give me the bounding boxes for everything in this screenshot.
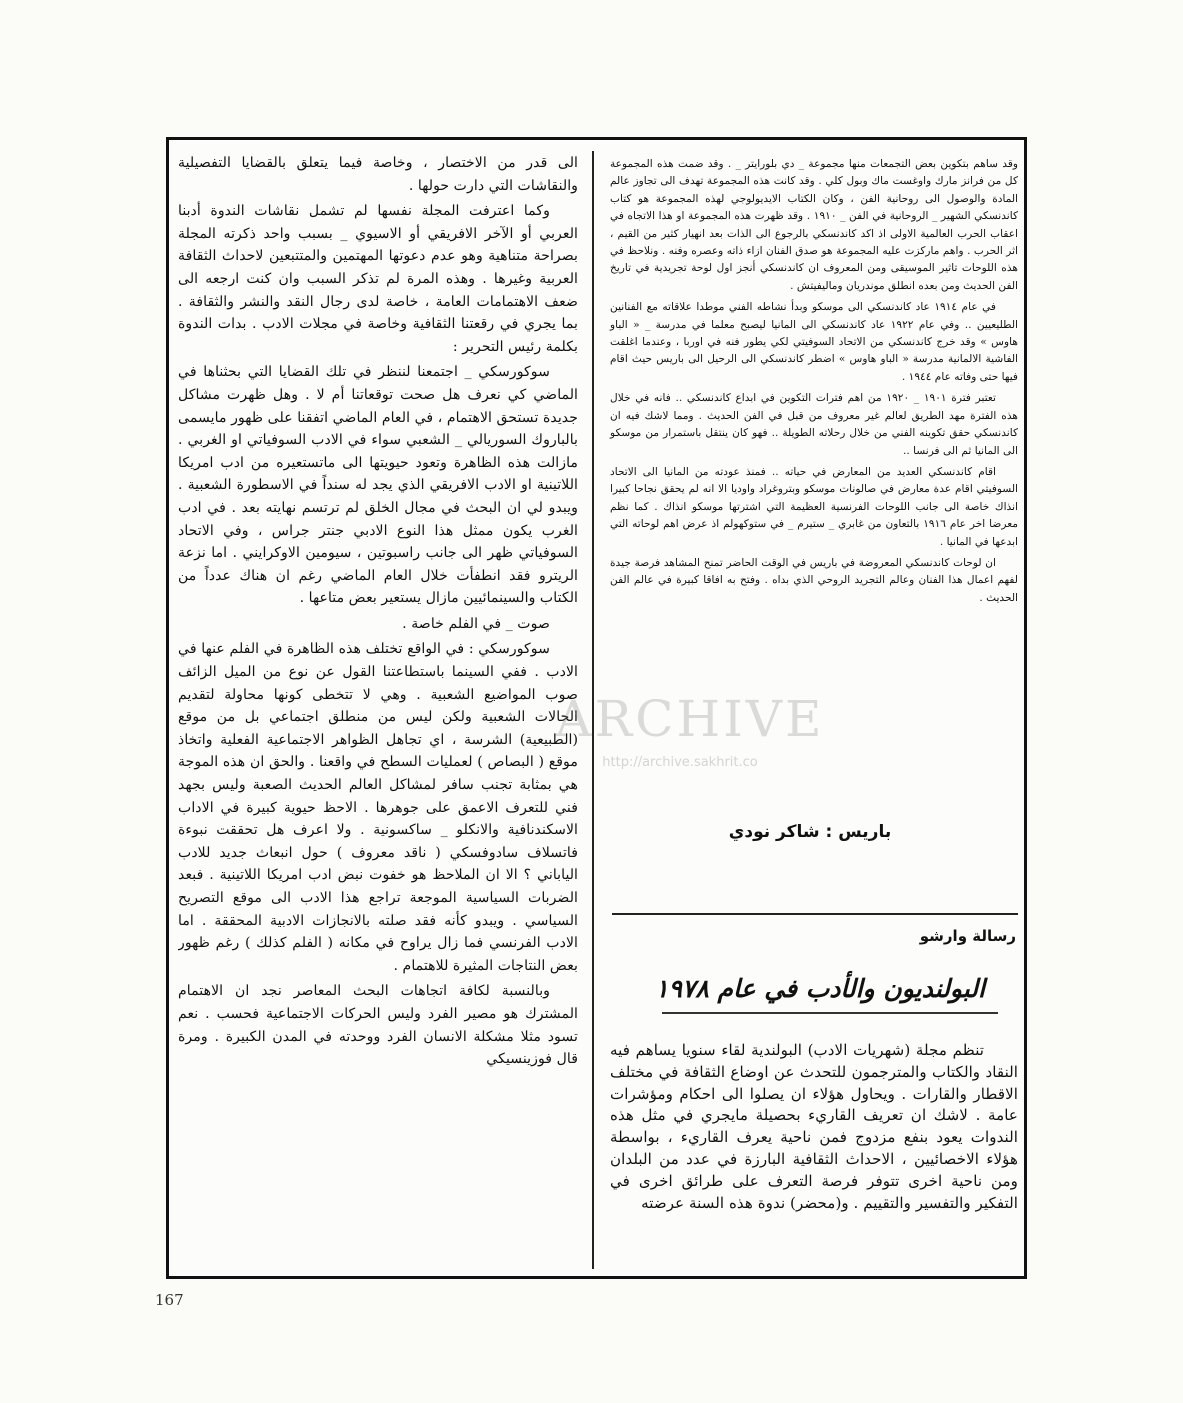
section-label: رسالة وارشو	[919, 927, 1016, 945]
article-paragraph: تنظم مجلة (شهريات الادب) البولندية لقاء سنويا يساهم فيه النقاد والكتاب والمترجمون للتحدث عن اوضاع الثقافة في مختلف الاقطار والقارات . ويحاول هؤلاء ان يصلوا الى احكام ومؤشرات عامة . لاشك ان تعريف القاريء بحصيلة مايجري في مثل هذه الندوات يعود بنفع مزدوج فمن ناحية يعرف القاريء ، بواسطة هؤلاء الاخصائيين ، الاحداث الثقافية البارزة في عدد من البلدان ومن ناحية اخرى تتوفر فرصة التعرف على طرائق اخرى في التفكير والتفسير والتقييم . و(محضر) ندوة هذه السنة عرضته	[610, 1041, 1018, 1212]
right-paragraph: اقام كاندنسكي العديد من المعارض في حياته .. فمنذ عودته من المانيا الى الاتحاد السوفيتي اقام عدة معارض في صالونات موسكو وبتروغراد واوديا الا انه لم يحقق نجاحا كبيرا انذاك خاصة الى جانب اللوحات الفرنسية العظيمة التي اشترتها موسكو انذاك . كما نظم معرضا اخر عام ١٩١٦ بالتعاون من غابري _ ستيرم _ في ستوكهولم اذ عرض اهم لوحاته التي ابدعها في المانيا .	[610, 465, 1019, 548]
page-number: 167	[155, 1291, 184, 1309]
right-paragraph: ان لوحات كاندنسكي المعروضة في باريس في الوقت الحاضر تمنح المشاهد فرصة جيدة لفهم اعمال هذا الفنان وعالم التجريد الروحي الذي بداه . وفتح به افاقا كبيرة في عالم الفن الحديث .	[610, 556, 1018, 604]
left-paragraph: سوكورسكي : في الواقع تختلف هذه الظاهرة في الفلم عنها في الادب . ففي السينما باستطاعتنا القول عن نوع من الميل الزائف صوب المواضيع الشعبية . وهي لا تتخطى كونها محاولة لتقديم الحالات الشعبية ولكن ليس من منطلق اجتماعي بل من موقع (الطبيعية) الشرسة ، اي تجاهل الظواهر الاجتماعية الفعلية واتخاذ موقع ( البصاص ) لعمليات السطح في واقعنا . والحق ان هذه الموجة هي بمثابة تجنب سافر لمشاكل العالم الحديث الصعبة وليس بجهد فني للتعرف الاعمق على جوهرها . الاحظ حيوية كبيرة في الاداب الاسكندنافية والانكلو _ ساكسونية . ولا اعرف هل تحققت نبوءة فاتسلاف سادوفسكي ( ناقد معروف ) حول انبعاث جديد للادب الياباني ؟ الا ان الملاحظ هو خفوت نبض ادب امريكا اللاتينية . فبعد الضربات السياسية الموجعة تراجع هذا الادب الى موقع التصريح السياسي . ويبدو كأنه فقد صلته بالانجازات الادبية المحققة . اما الادب الفرنسي فما زال يراوح في مكانه ( الفلم كذلك ) رغم ظهور بعض النتاجات المثيرة للاهتمام .	[178, 641, 578, 974]
watermark-url: http://archive.sakhrit.co	[602, 755, 758, 770]
right-paragraph: في عام ١٩١٤ عاد كاندنسكي الى موسكو وبدأ نشاطه الفني موطدا علاقاته مع الفنانين الطليعيين .. وفي عام ١٩٢٢ عاد كاندنسكي الى المانيا ليصبح معلما في مدرسة _ « الباو هاوس » وقد خرج كاندنسكي من الاتحاد السوفيتي لكي يطور فنه في اوربا ، وعندما اغلقت الفاشية الالمانية مدرسة « الباو هاوس » اضطر كاندنسكي الى الرحيل الى باريس حيث اقام فيها حتى وفاته عام ١٩٤٤ .	[610, 301, 1018, 383]
article-body	[610, 1040, 1018, 1272]
left-paragraph: وكما اعترفت المجلة نفسها لم تشمل نقاشات الندوة أدبنا العربي أو الآخر الافريقي أو الاسيوي _ بسبب واحد ذكرته المجلة بصراحة متناهية وهو عدم دعوتها المهتمين والمتتبعين لاحداث الثقافة العربية وغيرها . وهذه المرة لم تذكر السبب وان كنت ارجعه الى ضعف الاهتمامات العامة ، خاصة لدى رجال النقد والنشر والثقافة . بما يجري في رقعتنا الثقافية وخاصة في مجلات الادب . بدات الندوة بكلمة رئيس التحرير :	[178, 203, 578, 355]
left-paragraph: سوكورسكي _ اجتمعنا لننظر في تلك القضايا التي بحثناها في الماضي كي نعرف هل صحت توقعاتنا أم لا . وهل ظهرت مشاكل جديدة تستحق الاهتمام ، في العام الماضي اتفقنا على ظهور مايسمى بالباروك السوريالي _ الشعبي سواء في الادب السوفياتي او الغربي . مازالت هذه الظاهرة وتعود حيويتها الى ماتستعيره من ادب امريكا اللاتينية او الادب الافريقي الذي يجد له سنداً في الاسطورة الشعبية . ويبدو لي ان البحث في مجال الخلق لم ترتسم نهايته بعد . في ادب الغرب يكون ممثل هذا النوع الادبي جنتر جراس ، وفي الاتحاد السوفياتي ظهر الى جانب راسبوتين ، سيومين الاوكرايني . اما نزعة الريترو فقد انطفأت خلال العام الماضي رغم ان هناك عدداً من الكتاب والسينمائيين مازال يستعير بعض متاعها .	[178, 364, 578, 607]
right-paragraph: تعتبر فترة ١٩٠١ _ ١٩٢٠ من اهم فترات التكوين في ابداع كاندنسكي .. فانه في خلال هذه الفترة مهد الطريق لعالم غير معروف من قبل في الفن الحديث . ومما لاشك فيه ان كاندنسكي حقق تكوينه الفني من خلال رحلاته الطويلة .. فهو كان ينتقل باستمرار من موسكو الى المانيا ثم الى فرنسا ..	[610, 392, 1018, 457]
left-paragraph: الى قدر من الاختصار ، وخاصة فيما يتعلق بالقضايا التفصيلية والنقاشات التي دارت حولها .	[178, 155, 578, 194]
left-paragraph: وبالنسبة لكافة اتجاهات البحث المعاصر نجد ان الاهتمام المشترك هو مصير الفرد وليس الحركات الاجتماعية فحسب . نعم تسود مثلا مشكلة الانسان الفرد ووحدته في المدن الكبيرة . ومرة قال فوزينسيكي	[178, 983, 578, 1068]
left-paragraph: صوت _ في الفلم خاصة .	[402, 615, 550, 632]
right-column-top	[610, 156, 1018, 611]
headline-underline	[662, 1012, 998, 1014]
watermark: ARCHIVE	[555, 690, 825, 748]
left-column	[178, 152, 578, 1274]
column-divider	[592, 151, 594, 1269]
section-divider	[612, 913, 1018, 915]
author-signature: باريس : شاكر نودي	[728, 822, 892, 842]
right-paragraph: وقد ساهم بتكوين بعض التجمعات منها مجموعة _ دي بلورايتر _ . وقد ضمت هذه المجموعة كل من فرانز مارك واوغست ماك وبول كلي . وقد كانت هذه المجموعة تهدف الى تجاوز عالم المادة والوصول الى روحانية الفن ، وكان الكتاب الايديولوجي لهذه المجموعة هو كتاب كاندنسكي الشهير _ الروحانية في الفن _ ١٩١٠ . وقد ظهرت هذه المجموعة او هذا الاتجاه في اعقاب الحرب العالمية الاولى اذ اكد كاندنسكي بالرجوع الى الذات بعد انهيار كثير من القيم ، اثر الحرب . واهم ماركزت عليه المجموعة هو صدق الفنان ازاء ذاته وعصره وفنه . ونلاحظ في هذه اللوحات تاثير الموسيقى ومن المعروف ان كاندنسكي أنجز اول لوحة تجريدية في تاريخ الفن الحديث ومن بعده انطلق موندريان وماليفيتش .	[610, 158, 1018, 292]
article-headline: البولنديون والأدب في عام ١٩٧٨	[655, 974, 985, 1003]
